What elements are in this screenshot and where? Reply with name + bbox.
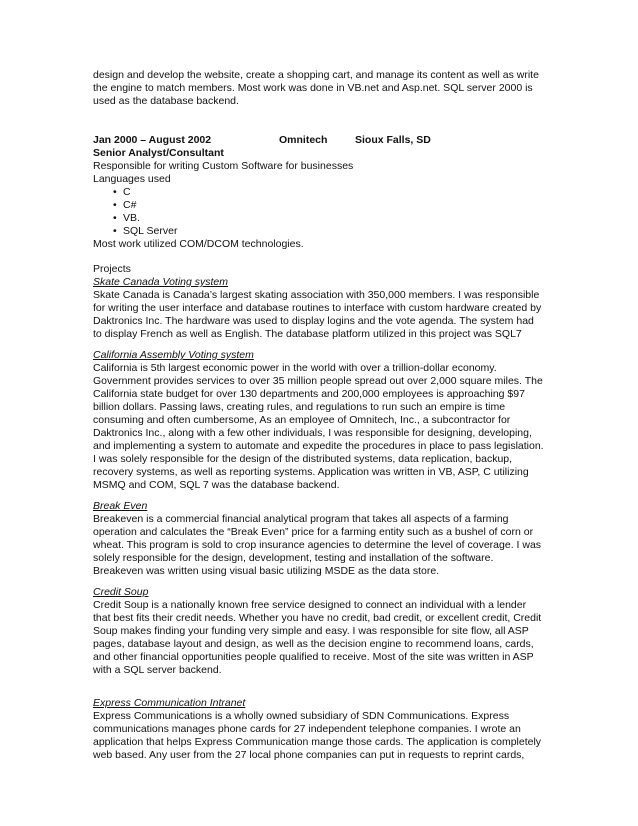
tech-note: Most work utilized COM/DCOM technologies. [93,238,304,250]
project-body: Breakeven is a commercial financial analytical program that takes all aspects of a farming operation and calculates the “Break Even” price for a farming entity such as a bushel of corn or wheat. This program is sold to crop insurance agencies to determine the level of coverage. I was solely responsible for the design, development, testing and installation of the software. Breakeven was written using visual basic utilizing MSDE as the data store. [93,513,542,577]
job-title: Senior Analyst/Consultant [93,147,224,159]
languages-label: Languages used [93,173,171,185]
list-item: • C [113,186,131,198]
job-summary: Responsible for writing Custom Software for businesses [93,160,354,172]
project-title: Break Even [93,500,148,512]
list-item: • SQL Server [113,225,178,237]
bullet-icon: • [113,225,117,237]
bullet-icon: • [113,212,117,224]
project-body: Skate Canada is Canada’s largest skating association with 350,000 members. I was responsible for writing the user interface and database routines to interface with custom hardware created by Daktronics Inc. The hardware was used to display logins and the vote agenda. The system had to display French as well as English. The database platform utilized in this project was SQL7 [93,289,542,340]
job-header [93,134,545,147]
languages-list [93,186,545,238]
job-dates: Jan 2000 – August 2002 [93,134,212,146]
resume-content [93,69,545,762]
project-title: California Assembly Voting system [93,349,254,361]
project-title: Skate Canada Voting system [93,276,229,288]
list-item: • VB. [113,212,140,224]
list-item: • C# [113,199,137,211]
project-title: Express Communication Intranet [93,697,246,709]
projects-label: Projects [93,263,131,275]
project-body: Express Communications is a wholly owned subsidiary of SDN Communications. Express communications manages phone cards for 27 independent telephone companies. I wrote an application that helps Express Communication mange those cards. The application is completely web based. Any user from the 27 local phone companies can put in requests to reprint cards, [93,710,542,761]
bullet-icon: • [113,199,117,211]
project-title: Credit Soup [93,586,149,598]
intro-paragraph: design and develop the website, create a shopping cart, and manage its content as well as write the engine to match members. Most work was done in VB.net and Asp.net. SQL server 2000 is used as the database backend. [93,69,539,107]
project-body: California is 5th largest economic power in the world with over a trillion-dollar economy. Government provides services to over 35 million people spread out over 2,000 square miles. The California state budget for over 130 departments and 200,000 employees is approaching $97 billion dollars. Passing laws, creating rules, and regulations to run such an empire is time consuming and often cumbersome, As an employee of Omnitech, Inc., a subcontractor for Daktronics Inc., along with a few other individuals, I was responsible for designing, developing, and implementing a system to automate and expedite the procedures in place to pass legislation. I was solely responsible for the design of the distributed systems, data replication, backup, recovery systems, as well as reporting systems. Application was written in VB, ASP, C utilizing MSMQ and COM, SQL 7 was the database backend. [93,362,544,491]
job-location: Sioux Falls, SD [355,134,431,146]
project-body: Credit Soup is a nationally known free service designed to connect an individual with a lender that best fits their credit needs. Whether you have no credit, bad credit, or excellent credit, Credit Soup makes finding your funding very simple and easy. I was responsible for site flow, all ASP pages, database layout and design, as well as the decision engine to recommend loans, cards, and other financial opportunities people qualified to receive. Most of the site was written in ASP with a SQL server backend. [93,599,542,676]
job-company: Omnitech [279,134,328,146]
bullet-icon: • [113,186,117,198]
